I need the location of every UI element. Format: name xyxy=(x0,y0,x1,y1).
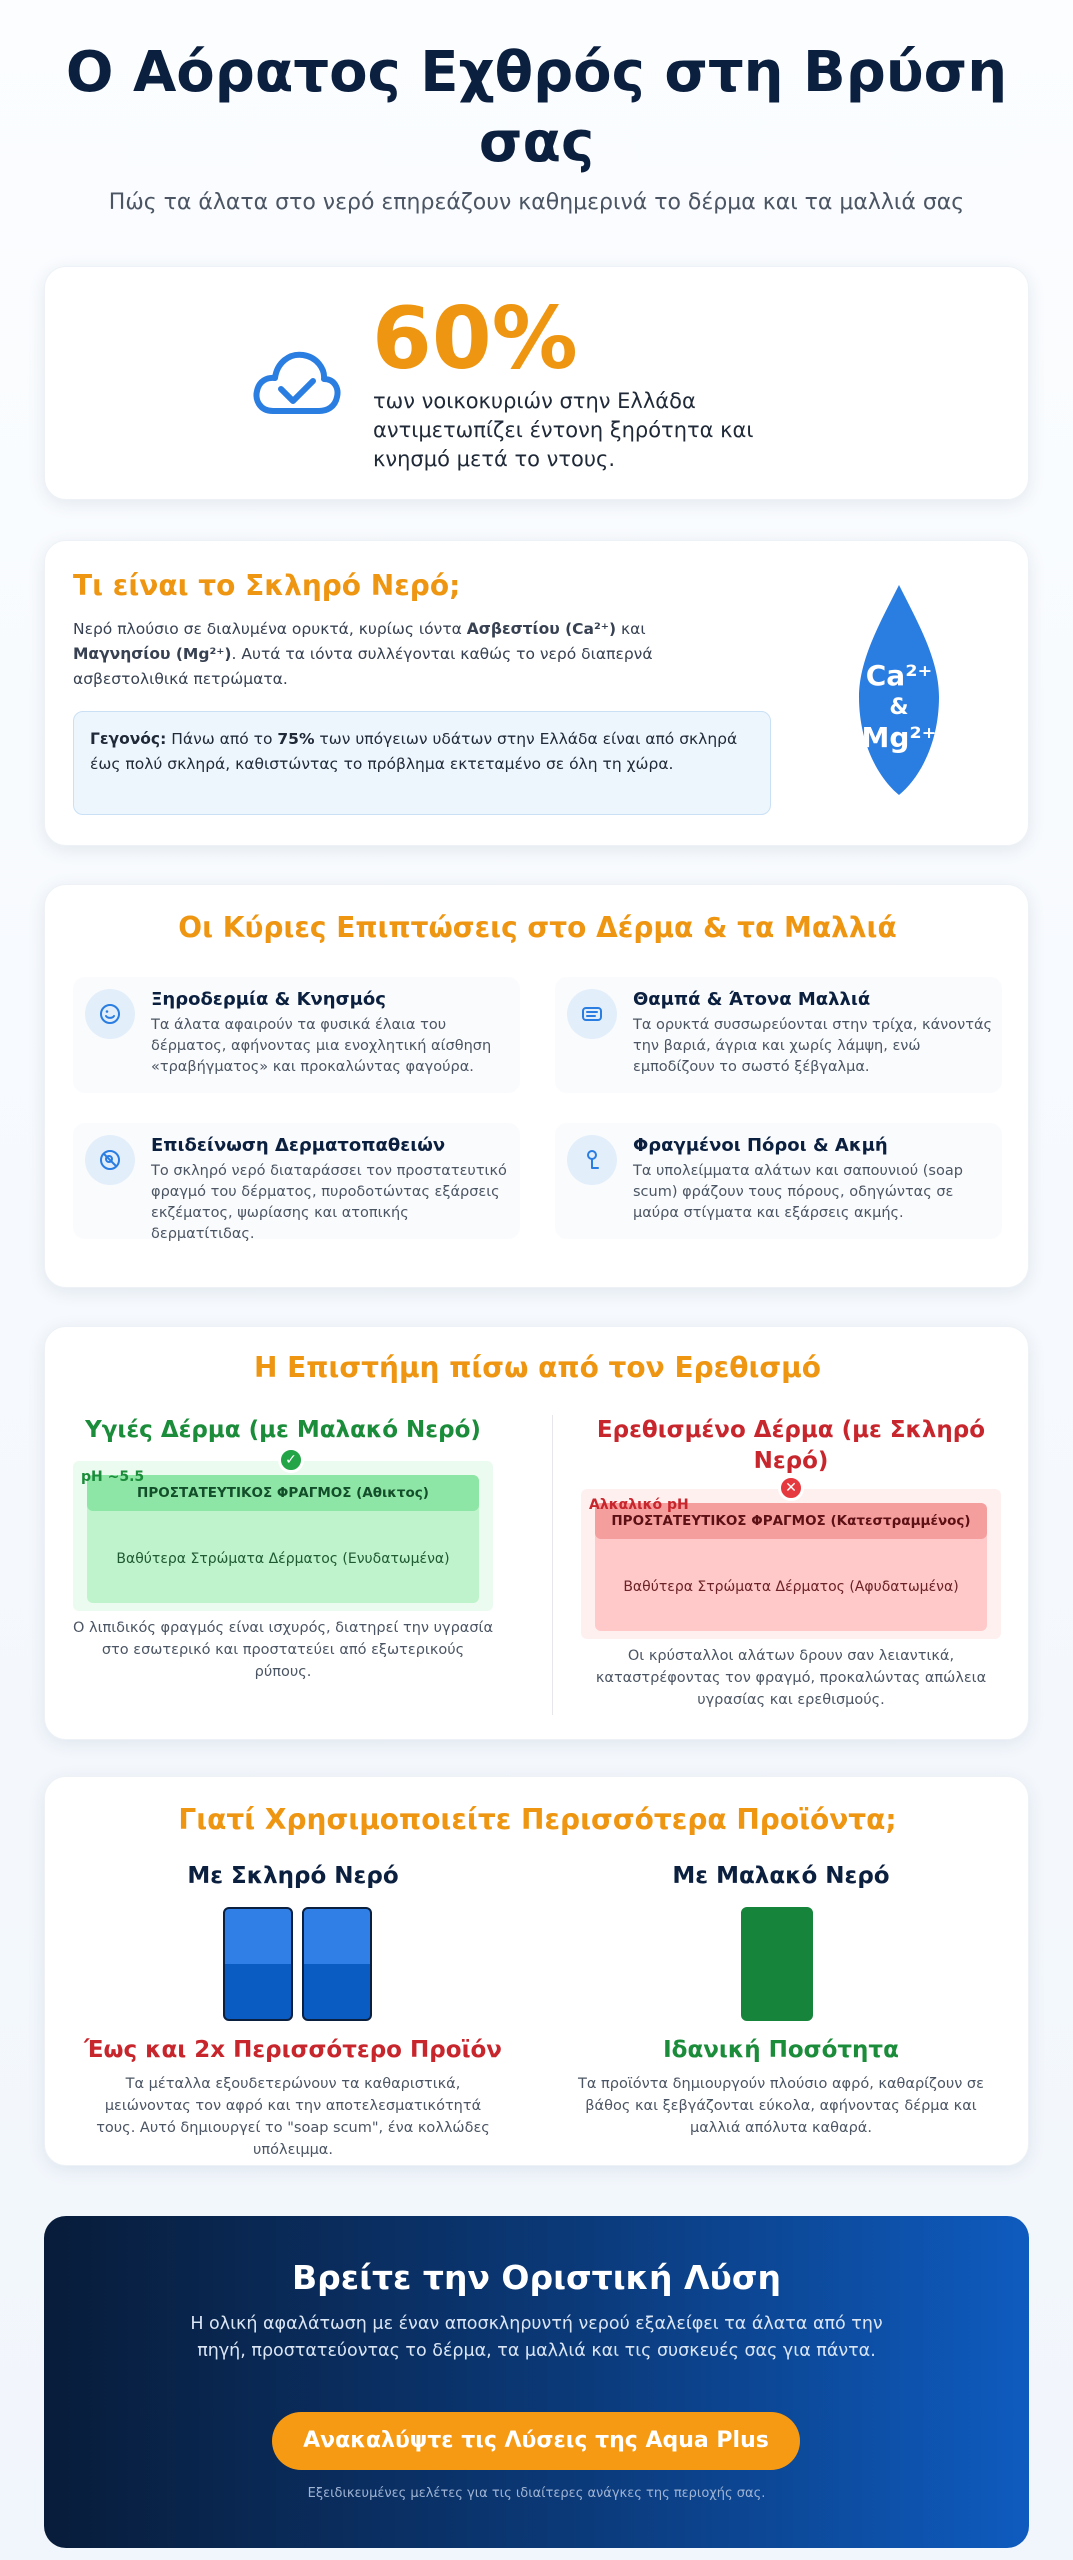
science-title: Η Επιστήμη πίσω από τον Ερεθισμό xyxy=(253,1351,822,1384)
hard-water-text: Νερό πλούσιο σε διαλυμένα ορυκτά, κυρίως ιόντα Ασβεστίου (Ca²⁺) και Μαγνησίου (Mg²⁺). Αυτά τα ιόντα συλλέγονται καθώς το νερό διαπερνά ασβεστολιθικά πετρώματα. xyxy=(73,620,653,688)
irritated-skin-title: Ερεθισμένο Δέρμα (με Σκληρό Νερό) xyxy=(596,1417,986,1474)
stat-card xyxy=(44,266,1029,500)
products-title: Γιατί Χρησιμοποιείτε Περισσότερα Προϊόντα; xyxy=(178,1803,897,1836)
hair-icon xyxy=(580,1002,604,1026)
soft-water-products-text: Τα προϊόντα δημιουργούν πλούσιο αφρό, καθαρίζουν σε βάθος και ξεβγάζονται εύκολα, αφήνοντας δέρμα και μαλλιά απόλυτα καθαρά. xyxy=(578,2076,984,2136)
effect-title: Θαμπά & Άτονα Μαλλιά xyxy=(633,989,871,1010)
effect-dermatitis xyxy=(73,1123,520,1242)
cloud-check-icon xyxy=(251,345,341,419)
product-bottle-icon xyxy=(223,1907,293,2021)
cta-title: Βρείτε την Οριστική Λύση xyxy=(291,2258,782,2297)
effects-title: Οι Κύριες Επιπτώσεις στο Δέρμα & τα Μαλλιά xyxy=(178,911,897,944)
soft-water-result: Ιδανική Ποσότητα xyxy=(663,2037,899,2063)
cta-note: Εξειδικευμένες μελέτες για τις ιδιαίτερες ανάγκες της περιοχής σας. xyxy=(307,2486,766,2501)
hard-water-products-text: Τα μέταλλα εξουδετερώνουν τα καθαριστικά, μειώνοντας τον αφρό και την αποτελεσματικότητά τους. Αυτό δημιουργεί το "soap scum", ένα κολλώδες υπόλειμμα. xyxy=(96,2076,490,2158)
face-icon xyxy=(98,1002,122,1026)
magnesium-term: Μαγνησίου (Mg²⁺) xyxy=(73,645,232,663)
hard-water-title: Τι είναι το Σκληρό Νερό; xyxy=(73,569,461,602)
calcium-term: Ασβεστίου (Ca²⁺) xyxy=(466,620,617,638)
water-drop-icon xyxy=(857,581,941,797)
irritated-deep-label: Βαθύτερα Στρώματα Δέρματος (Αφυδατωμένα) xyxy=(623,1579,959,1595)
discover-solutions-button[interactable]: Ανακαλύψτε τις Λύσεις της Aqua Plus xyxy=(272,2412,800,2470)
science-card xyxy=(44,1326,1029,1740)
healthy-skin-diagram xyxy=(73,1452,493,1611)
effect-title: Επιδείνωση Δερματοπαθειών xyxy=(151,1135,446,1156)
person-icon xyxy=(580,1148,604,1172)
page-subtitle: Πώς τα άλατα στο νερό επηρεάζουν καθημερινά το δέρμα και τα μαλλιά σας xyxy=(108,190,965,215)
fact-box: Γεγονός: Πάνω από το 75% των υπόγειων υδάτων στην Ελλάδα είναι από σκληρά έως πολύ σκληρά, καθιστώντας το πρόβλημα εκτεταμένο σε όλη τη χώρα. xyxy=(73,711,771,815)
healthy-deep-label: Βαθύτερα Στρώματα Δέρματος (Ενυδατωμένα) xyxy=(116,1551,450,1567)
fact-label: Γεγονός: xyxy=(90,730,167,748)
irritated-skin-text: Οι κρύσταλλοι αλάτων δρουν σαν λειαντικά, καταστρέφοντας τον φραγμό, προκαλώντας απώλεια υγρασίας και ερεθισμούς. xyxy=(595,1648,987,1708)
effect-dry-skin xyxy=(73,977,520,1093)
healthy-skin-text: Ο λιπιδικός φραγμός είναι ισχυρός, διατηρεί την υγρασία στο εσωτερικό και προστατεύει από εξωτερικούς ρύπους. xyxy=(73,1620,493,1680)
hard-water-result: Έως και 2x Περισσότερο Προϊόν xyxy=(84,2037,502,2063)
effect-acne xyxy=(555,1123,1002,1239)
fact-percent: 75% xyxy=(277,730,315,748)
products-card xyxy=(44,1776,1029,2166)
irritated-skin-diagram xyxy=(581,1480,1001,1639)
soft-water-products-title: Με Μαλακό Νερό xyxy=(672,1863,890,1889)
drop-label-ca: Ca²⁺ xyxy=(865,659,933,692)
healthy-barrier-label: ΠΡΟΣΤΑΤΕΥΤΙΚΟΣ ΦΡΑΓΜΟΣ (Αθικτος) xyxy=(137,1485,429,1501)
effect-text: Το σκληρό νερό διαταράσσει τον προστατευτικό φραγμό του δέρματος, πυροδοτώντας εξάρσεις εκζέματος, ψωρίασης και ατοπικής δερματίτιδας. xyxy=(151,1163,507,1242)
healthy-ph-label: pH ~5.5 xyxy=(81,1469,145,1485)
hard-water-products-title: Με Σκληρό Νερό xyxy=(187,1863,399,1889)
cta-banner xyxy=(44,2216,1029,2548)
effect-title: Φραγμένοι Πόροι & Ακμή xyxy=(633,1135,888,1156)
cta-text: Η ολική αφαλάτωση με έναν αποσκληρυντή νερού εξαλείφει τα άλατα από την πηγή, προστατεύοντας το δέρμα, τα μαλλιά και τις συσκευές σας για πάντα. xyxy=(190,2314,883,2361)
effect-dull-hair xyxy=(555,977,1002,1093)
effect-text: Τα ορυκτά συσσωρεύονται στην τρίχα, κάνοντάς την βαριά, άγρια και χωρίς λάμψη, ενώ εμποδίζουν το σωστό ξέβγαλμα. xyxy=(633,1017,993,1075)
effect-text: Τα άλατα αφαιρούν τα φυσικά έλαια του δέρματος, αφήνοντας μια ενοχλητική αίσθηση «τραβήγματος» και προκαλώντας φαγούρα. xyxy=(151,1017,492,1075)
check-icon: ✓ xyxy=(278,1447,304,1473)
hard-water-card xyxy=(44,540,1029,846)
page-title: Ο Αόρατος Εχθρός στη Βρύση σας xyxy=(65,40,1008,175)
cross-icon: ✕ xyxy=(778,1475,804,1501)
healthy-skin-title: Υγιές Δέρμα (με Μαλακό Νερό) xyxy=(85,1417,481,1443)
effect-title: Ξηροδερμία & Κνησμός xyxy=(151,989,386,1010)
product-bottle-icon xyxy=(741,1907,813,2021)
irritated-barrier-label: ΠΡΟΣΤΑΤΕΥΤΙΚΟΣ ΦΡΑΓΜΟΣ (Κατεστραμμένος) xyxy=(611,1513,971,1529)
column-divider xyxy=(552,1415,553,1715)
irritated-ph-label: Αλκαλικό pH xyxy=(589,1497,689,1513)
effects-card xyxy=(44,884,1029,1288)
drop-label-and: & xyxy=(889,695,909,720)
ban-icon xyxy=(98,1148,122,1172)
stat-number: 60% xyxy=(372,289,578,389)
stat-text: των νοικοκυριών στην Ελλάδα αντιμετωπίζει έντονη ξηρότητα και κνησμό μετά το ντους. xyxy=(373,389,754,471)
product-bottle-icon xyxy=(302,1907,372,2021)
drop-label-mg: Mg²⁺ xyxy=(861,721,937,754)
effect-text: Τα υπολείμματα αλάτων και σαπουνιού (soap scum) φράζουν τους πόρους, οδηγώντας σε μαύρα στίγματα και εξάρσεις ακμής. xyxy=(633,1163,963,1221)
